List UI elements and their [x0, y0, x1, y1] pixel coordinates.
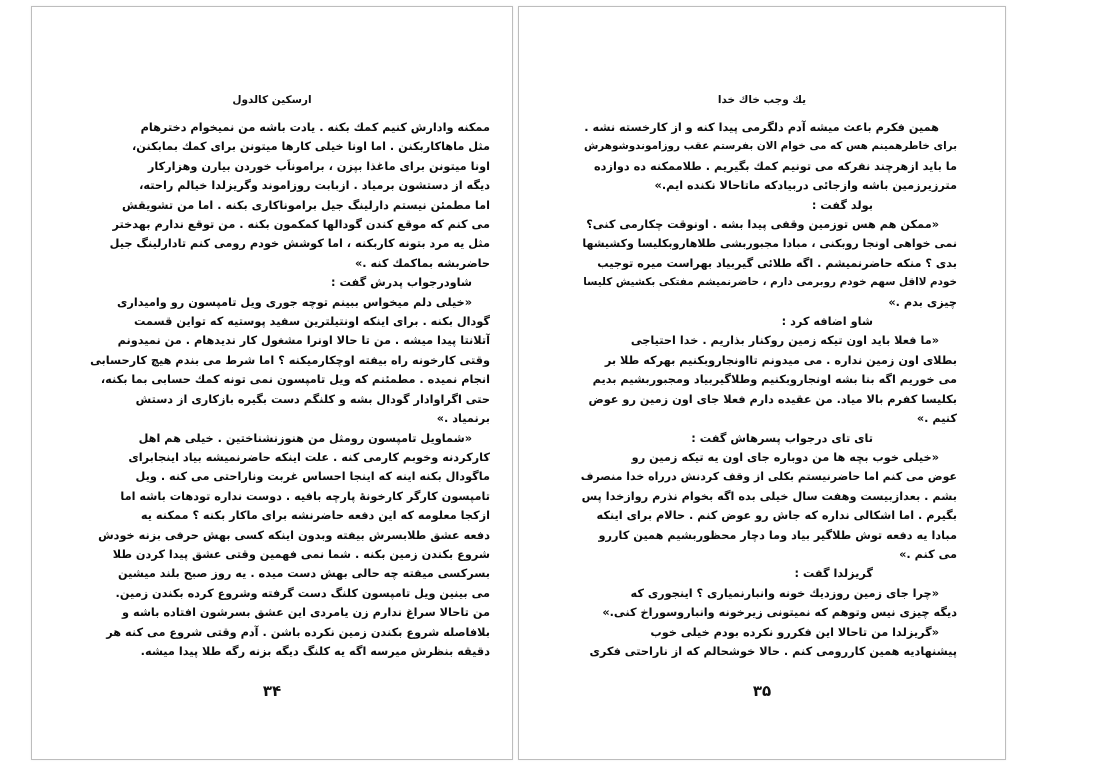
- running-header: یك وجب خاك خدا: [717, 94, 807, 106]
- page-34: [31, 6, 513, 760]
- text-line: ماگودال بکنه اینه که اینجا احساس غربت وناراحتی می کنه . ویل: [135, 470, 490, 484]
- text-line: «ما فعلا باید اون تیکه زمین روکنار بذاریم . خدا احتیاجی: [630, 334, 939, 348]
- text-line: «ممکن هم هس توزمین وقفی پیدا بشه . اونوقت چکارمی کنی؟: [586, 218, 939, 232]
- text-line: کنیم .»: [916, 412, 957, 426]
- text-line: «شماویل تامپسون رومثل من هنوزنشناختین . خیلی هم اهل: [138, 431, 472, 445]
- text-line: «خیلی خوب بچه ها من دوباره جای اون یه تیکه زمین رو: [631, 450, 939, 464]
- text-line: شروع بکندن زمین بکنه . شما نمی فهمین وقتی عشق پیدا کردن طلا: [112, 547, 490, 561]
- text-line: می خوریم اگه بنا بشه اونجاروبکنیم وطلاگیربیاد ومجبوربشیم بدیم: [592, 373, 957, 387]
- text-line: ازکجا معلومه که این دفعه حاضرنشه برای ماکار بکنه ؟ ممکنه یه: [140, 509, 490, 523]
- text-line: برنمیاد .»: [436, 412, 490, 426]
- text-line: گودال بکنه . برای اینکه اونتیلترین سفید پوستیه که تواین قسمت: [133, 315, 490, 329]
- text-line: «خیلی دلم میخواس ببینم توچه جوری ویل تامپسون رو وامیداری: [117, 295, 472, 309]
- text-line: برای خاطرهمینم هس که می خوام الان بفرستم عقب روزاموندوشوهرش: [583, 140, 957, 153]
- text-line: نمی خواهی اونجا روبکنی ، مبادا مجبوربشی طلاهاروبکلیسا وکشیشها: [582, 237, 957, 251]
- text-line: ممکنه وادارش کنیم کمك بکنه . یادت باشه من نمیخوام دخترهام: [140, 121, 490, 134]
- text-line: گریزلدا گفت :: [794, 567, 873, 581]
- text-line: می کنم .»: [899, 547, 957, 561]
- text-line: کارکردنه وخوبم کارمی کنه . علت اینکه حاضرنمیشه بیاد اینجابرای: [128, 450, 490, 464]
- text-line: بشم . بعدازبیست وهفت سال خیلی بده اگه بخوام نذرم روازخدا پس: [581, 489, 957, 503]
- text-line: بکلیسا کفرم بالا میاد. من عقیده دارم فعلا جای اون زمین رو عوض: [588, 392, 957, 406]
- page-35: [518, 6, 1006, 760]
- text-line: اما مطمئن نیستم دارلینگ جیل براموناکاری بکنه . اما من تشویقش: [121, 198, 490, 212]
- text-line: می کنم که موقع کندن گودالها کمکمون بکنه . من توقع ندارم بهدختر: [112, 218, 490, 232]
- text-line: انجام نمیده . مطمئنم که ویل تامپسون نمی تونه کمك حسابی بما بکنه،: [100, 373, 490, 387]
- text-line: مبادا یه دفعه توش طلاگیر بیاد وما دچار محظوربشیم همین کاررو: [598, 528, 957, 542]
- text-line: تامپسون کارگر کارخونهٔ پارچه بافیه . دوست نداره تودهات باشه اما: [120, 489, 490, 503]
- page-number: ۳۴: [262, 682, 282, 700]
- page-text: [577, 118, 957, 661]
- text-line: تای تای درجواب پسرهاش گفت :: [691, 431, 873, 445]
- text-line: آتلانتا پیدا میشه . من تا حالا اونرا مشغول کار ندیدهام . من نمیدونم: [117, 334, 490, 348]
- text-line: حاضربشه بماکمك کنه .»: [354, 256, 490, 270]
- page-text: [78, 118, 490, 661]
- text-line: می بینین ویل تامپسون کلنگ دست گرفته وشروع کرده بکندن زمین.: [115, 586, 490, 600]
- text-line: همین فکرم باعث میشه آدم دلگرمی پیدا کنه و از کارخسته نشه .: [584, 121, 939, 134]
- page-number: ۳۵: [752, 682, 772, 700]
- text-line: بطلای اون زمین نداره . می میدونم تااونجاروبکنیم بهرکه طلا بر: [604, 353, 957, 367]
- text-line: اونا میتونن برای ماغذا بپزن ، براموناَب خوردن بیارن وهزارکار: [147, 159, 490, 173]
- text-line: بلافاصله شروع بکندن زمین نکرده باشن . آدم وقتی شروع می کنه هر: [106, 625, 490, 639]
- text-line: من تاحالا سراغ ندارم زن یامردی این عشق بسرشون افتاده باشه و: [122, 606, 490, 620]
- text-line: پیشنهادیه همین کاررومی کنم . حالا خوشحالم که از ناراحتی فکری: [589, 644, 957, 658]
- text-line: شاو اضافه کرد :: [781, 315, 873, 329]
- text-line: مثل ماهاکاربکنن . اما اونا خیلی کارها میتونن برای کمك بمابکنن،: [132, 140, 490, 154]
- text-line: حتی اگراوادار گودال بشه و کلنگم دست بگیره بازکاری از دستش: [135, 392, 490, 406]
- text-line: چیزی بدم .»: [888, 295, 957, 309]
- text-line: مترزیرزمین باشه وازجائی دربیادکه ماتاحالا نکنده ایم.»: [654, 179, 957, 193]
- text-line: «چرا جای زمین روزدیك خونه وانبارنمیاری ؟ اینجوری که: [630, 586, 939, 600]
- running-header: ارسکین کالدول: [232, 94, 312, 106]
- text-line: دفعه عشق طلابسرش بیفته وبدون اینکه کسی بهش حرفی بزنه خودش: [98, 528, 490, 542]
- text-line: دقیقه بنظرش میرسه اگه یه کلنگ دیگه بزنه رگه طلا پیدا میشه.: [140, 644, 490, 658]
- text-line: ما باید ازهرچند نفرکه می تونیم کمك بگیریم . طلاممکنه ده دوازده: [594, 159, 957, 173]
- text-line: دیگه از دستشون برمیاد . ازبابت روزاموند وگریزلدا خیالم راحته،: [139, 179, 490, 193]
- text-line: بدی ؟ منکه حاضرنمیشم . اگه طلائی گیربیاد بهراست میره توجیب: [597, 256, 957, 270]
- text-line: بسرکسی میفته چه حالی بهش دست میده . یه روز صبح بلند میشین: [118, 567, 490, 581]
- text-line: بولد گفت :: [811, 198, 873, 212]
- text-line: خودم لااقل سهم خودم روبرمی دارم ، حاضرنمیشم مفتکی بکشیش کلیسا: [583, 276, 957, 289]
- text-line: وقتی کارخونه راه بیفته اوچکارمیکنه ؟ اما شرط می بندم هیچ کارحسابی: [90, 353, 490, 367]
- text-line: دیگه چیزی نیس وتوهم که نمیتونی زیرخونه وانباروسوراخ کنی.»: [602, 606, 957, 620]
- text-line: «گریزلدا من تاحالا این فکررو نکرده بودم خیلی خوب: [650, 625, 939, 639]
- text-line: بگیرم . اما اشکالی نداره که جاش رو عوض کنم . حالام برای اینکه: [596, 509, 957, 523]
- text-line: شاودرجواب پدرش گفت :: [331, 276, 472, 290]
- text-line: مثل یه مرد بتونه کاربکنه ، اما کوشش خودم رومی کنم تادارلینگ جیل: [109, 237, 490, 251]
- text-line: عوض می کنم اما حاضرنیستم بکلی از وقف کردنش درراه خدا منصرف: [580, 470, 957, 484]
